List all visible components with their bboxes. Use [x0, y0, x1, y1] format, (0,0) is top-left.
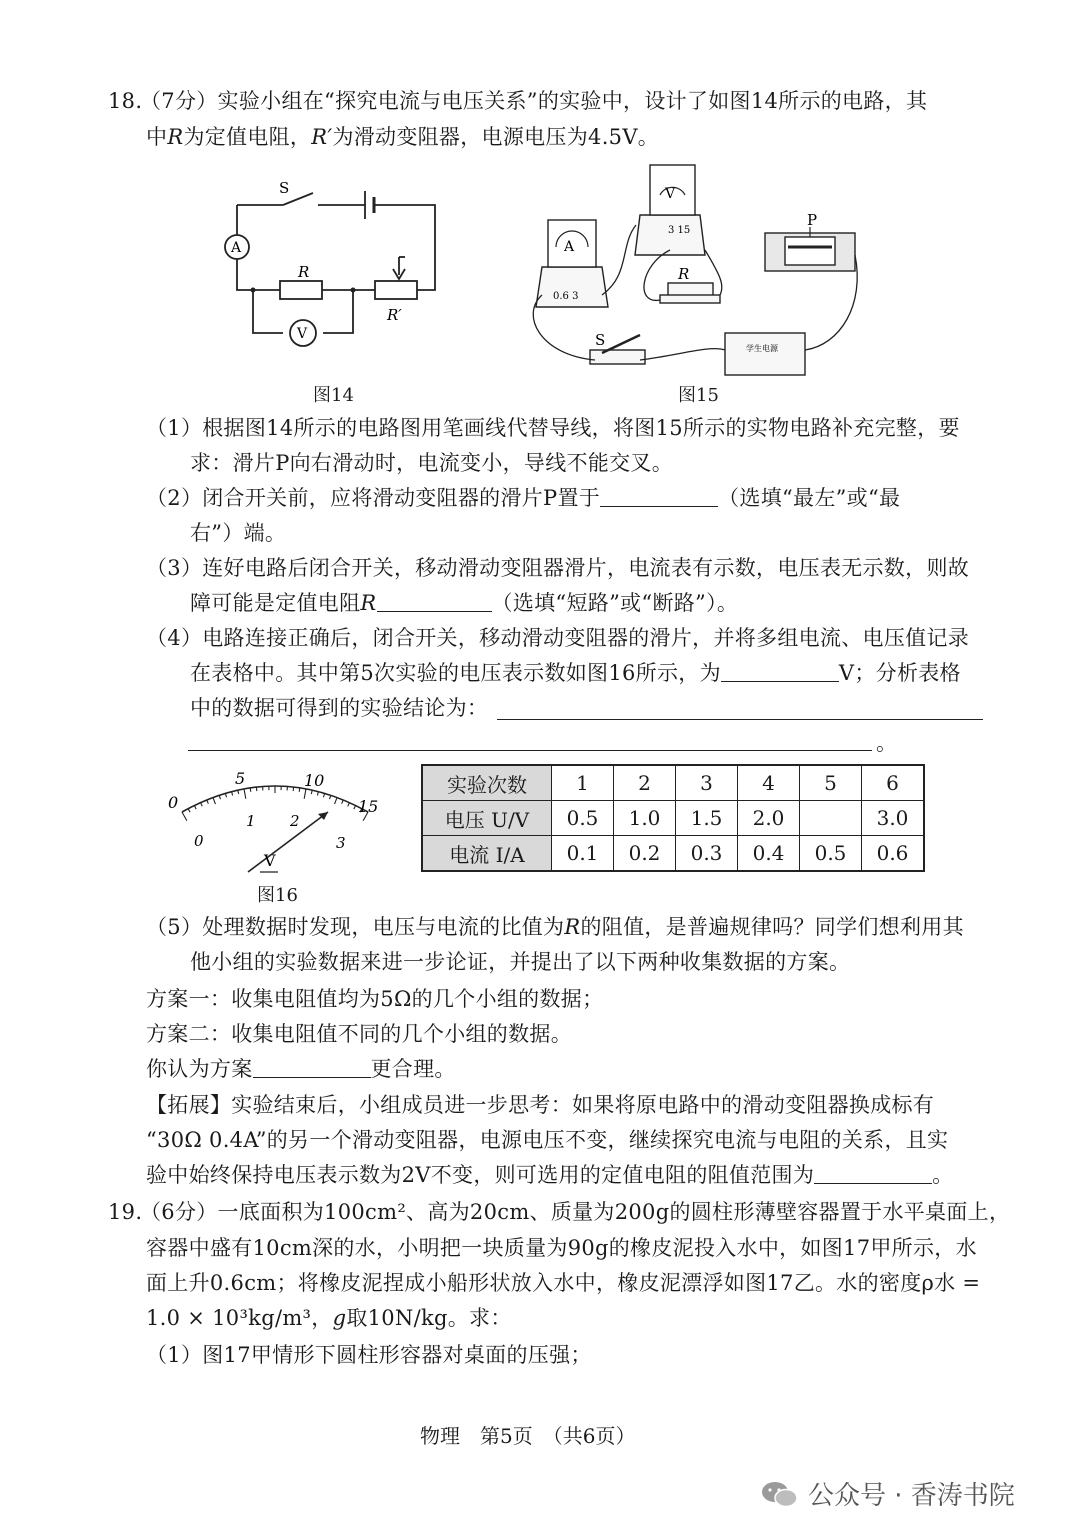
dial-tick — [201, 803, 203, 807]
fig15-label-s: S — [595, 331, 606, 349]
dial-inner-label-3: 3 — [336, 834, 346, 852]
dial-tick — [323, 793, 324, 797]
answer-blank-slider-end[interactable] — [600, 484, 718, 507]
table-cell: 3 — [676, 765, 738, 801]
q18-extension-line2: “30Ω 0.4A”的另一个滑动变阻器，电源电压不变，继续探究电流与电阻的关系，且实 — [146, 1128, 949, 1152]
figure-16-caption: 图16 — [257, 885, 298, 906]
dial-unit-label: V — [264, 851, 276, 870]
answer-blank-resistance-range[interactable] — [814, 1161, 932, 1184]
table-cell: 0.4 — [738, 836, 800, 872]
experiment-data-table — [421, 764, 925, 872]
fig15-battery-label: 学生电源 — [746, 344, 778, 353]
q18-part4-line1: （4）电路连接正确后，闭合开关，移动滑动变阻器的滑片，并将多组电流、电压值记录 — [146, 626, 970, 650]
dial-tick — [219, 795, 220, 799]
table-row — [422, 801, 924, 836]
dial-tick — [244, 789, 246, 799]
q18-part5-line1: （5）处理数据时发现，电压与电流的比值为R的阻值，是普遍规律吗？同学们想利用其 — [146, 915, 964, 939]
table-cell: 1.0 — [614, 801, 676, 836]
q18-plan-question: 你认为方案 更合理。 — [146, 1057, 456, 1081]
q18-part3-line1: （3）连好电路后闭合开关，移动滑动变阻器滑片，电流表有示数，电压表无示数，则故 — [146, 556, 970, 580]
dial-tick — [299, 788, 300, 792]
q18-stem-line1: （7分）实验小组在“探究电流与电压关系”的实验中，设计了如图14所示的电路，其 — [140, 89, 928, 113]
table-cell: 4 — [738, 765, 800, 801]
dial-tick — [354, 806, 356, 810]
q18-part1-line1: （1）根据图14所示的电路图用笔画线代替导线，将图15所示的实物电路补充完整，要 — [146, 416, 960, 440]
dial-tick — [250, 788, 251, 792]
figure-16-voltmeter-dial — [160, 762, 400, 887]
table-cell: 0.6 — [862, 836, 925, 872]
fig14-label-r: R — [298, 263, 310, 281]
table-header-cell: 实验次数 — [422, 765, 552, 801]
fig14-label-s: S — [279, 179, 290, 197]
dial-inner-label-0: 0 — [194, 832, 204, 850]
table-cell: 1 — [552, 765, 614, 801]
table-cell: 6 — [862, 765, 925, 801]
fig14-label-a: A — [231, 240, 242, 256]
table-cell: 1.5 — [676, 801, 738, 836]
dial-tick — [182, 812, 187, 821]
table-cell: 2.0 — [738, 801, 800, 836]
dial-tick — [225, 793, 226, 797]
q18-part4-end-mark: 。 — [876, 731, 898, 755]
table-cell: 2 — [614, 765, 676, 801]
figure-15-caption: 图15 — [678, 385, 719, 406]
table-cell: 0.2 — [614, 836, 676, 872]
q18-stem-line2: 中R为定值电阻，R′为滑动变阻器，电源电压为4.5V。 — [146, 125, 660, 149]
q18-number: 18. — [108, 89, 143, 113]
dial-tick — [304, 789, 306, 799]
dial-tick — [335, 798, 337, 805]
table-cell: 0.3 — [676, 836, 738, 872]
figure-14-circuit-diagram — [215, 175, 455, 355]
wechat-icon — [760, 1479, 800, 1509]
dial-tick — [207, 800, 209, 804]
answer-blank-voltage[interactable] — [721, 659, 839, 682]
dial-outer-label-0: 0 — [168, 793, 179, 812]
table-cell — [800, 801, 862, 836]
dial-outer-label-5: 5 — [235, 769, 246, 788]
q19-stem-line1: （6分）一底面积为100cm²、高为20cm、质量为200g的圆柱形薄壁容器置于水平桌面上， — [140, 1200, 1011, 1224]
table-header-cell: 电压 U/V — [422, 801, 552, 836]
figure-15-physical-circuit — [520, 155, 880, 380]
dial-outer-label-15: 15 — [358, 797, 379, 816]
fig15-voltmeter-ticks: 3 15 — [668, 225, 691, 236]
dial-tick — [330, 795, 331, 799]
fig15-label-r: R — [678, 265, 690, 283]
answer-blank-fault[interactable] — [377, 589, 492, 612]
fig15-ammeter-ticks: 0.6 3 — [553, 291, 579, 302]
q18-part2-line2: 右”）端。 — [190, 521, 287, 545]
q18-extension-line1: 【拓展】实验结束后，小组成员进一步思考：如果将原电路中的滑动变阻器换成标有 — [146, 1093, 935, 1117]
q18-part1-line2: 求：滑片P向右滑动时，电流变小，导线不能交叉。 — [190, 451, 674, 475]
q18-plan1: 方案一：收集电阻值均为5Ω的几个小组的数据； — [146, 987, 604, 1011]
dial-tick — [342, 800, 344, 804]
fig14-label-rp: R′ — [387, 306, 402, 324]
table-cell: 0.5 — [800, 836, 862, 872]
fig15-label-v: V — [665, 186, 676, 202]
q19-part1: （1）图17甲情形下圆柱形容器对桌面的压强； — [146, 1343, 592, 1367]
dial-outer-label-10: 10 — [304, 771, 325, 790]
dial-inner-label-1: 1 — [246, 812, 256, 830]
q18-part2-line1: （2）闭合开关前，应将滑动变阻器的滑片P置于 （选填“最左”或“最 — [146, 486, 901, 510]
q18-plan2: 方案二：收集电阻值不同的几个小组的数据。 — [146, 1022, 572, 1046]
table-row — [422, 836, 924, 872]
page-footer: 物理 第5页 （共6页） — [420, 1424, 636, 1448]
table-cell: 3.0 — [862, 801, 925, 836]
fig15-label-a: A — [564, 239, 575, 255]
q19-stem-line4: 1.0 × 10³kg/m³，g取10N/kg。求： — [146, 1306, 512, 1330]
q18-part3-line2: 障可能是定值电阻R （选填“短路”或“断路”）。 — [190, 591, 739, 615]
dial-tick — [213, 798, 215, 805]
watermark-text: 公众号 · 香涛书院 — [808, 1481, 1015, 1511]
q18-part4-line2: 在表格中。其中第5次实验的电压表示数如图16所示，为 V；分析表格 — [190, 661, 961, 685]
dial-tick — [348, 803, 350, 807]
figure-14-caption: 图14 — [313, 385, 354, 406]
table-cell: 0.5 — [552, 801, 614, 836]
dial-tick — [188, 809, 190, 813]
answer-blank-plan[interactable] — [253, 1055, 371, 1078]
answer-blank-conclusion-2[interactable] — [188, 728, 872, 751]
table-row — [422, 765, 924, 801]
q19-number: 19. — [108, 1200, 143, 1224]
q18-extension-line3: 验中始终保持电压表示数为2V不变，则可选用的定值电阻的阻值范围为 。 — [146, 1163, 954, 1187]
table-header-cell: 电流 I/A — [422, 836, 552, 872]
q18-part5-line2: 他小组的实验数据来进一步论证，并提出了以下两种收集数据的方案。 — [190, 950, 851, 974]
table-cell: 5 — [800, 765, 862, 801]
fig15-label-p: P — [807, 211, 818, 229]
fig14-label-v: V — [297, 326, 308, 342]
dial-inner-label-2: 2 — [290, 812, 300, 830]
watermark — [760, 1475, 1015, 1512]
table-cell: 0.1 — [552, 836, 614, 872]
q19-stem-line3: 面上升0.6cm；将橡皮泥捏成小船形状放入水中，橡皮泥漂浮如图17乙。水的密度ρ水 = — [146, 1271, 981, 1295]
q19-stem-line2: 容器中盛有10cm深的水，小明把一块质量为90g的橡皮泥投入水中，如图17甲所示，水 — [146, 1236, 977, 1260]
dial-tick — [194, 806, 196, 810]
answer-blank-conclusion-1[interactable] — [497, 697, 983, 720]
q18-part4-line3: 中的数据可得到的实验结论为： — [190, 696, 489, 720]
